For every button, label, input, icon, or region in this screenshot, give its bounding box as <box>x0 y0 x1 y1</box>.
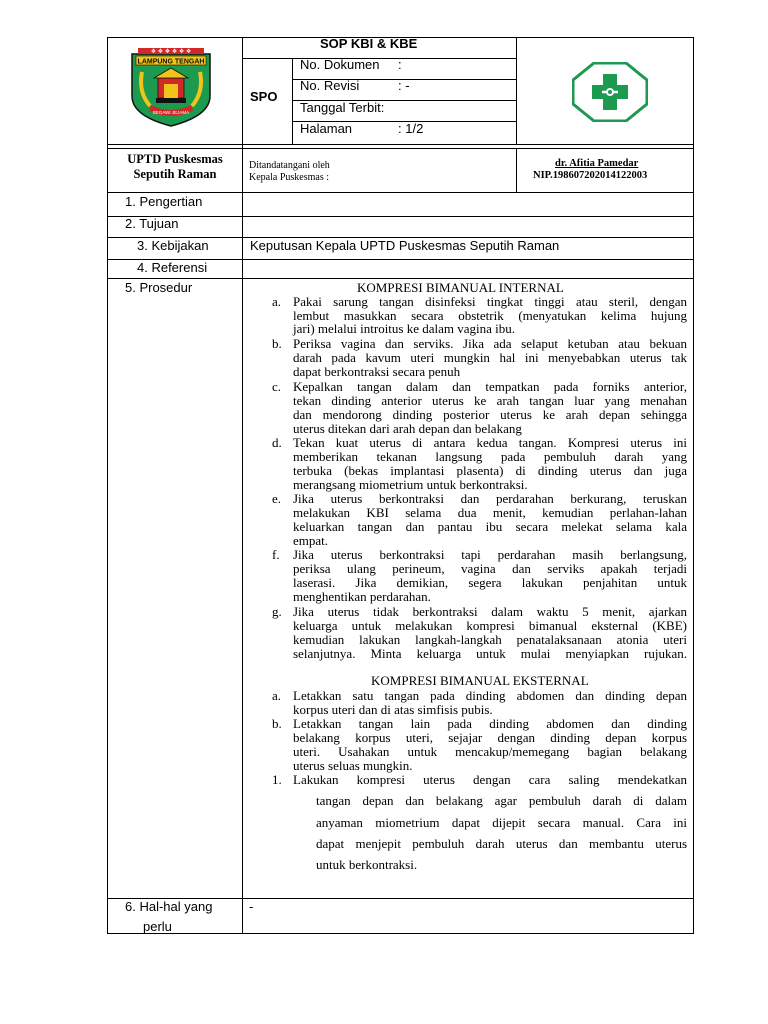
doc-info-value: : <box>398 57 402 72</box>
spo-label: SPO <box>250 89 278 104</box>
doc-info-value: : 1/2 <box>398 121 424 136</box>
list-line: uterus seluas mungkin. <box>293 758 413 773</box>
list-line: empat. <box>293 533 329 548</box>
list-line: terbuka (bekas implantasi plasenta) di dinding uterus dan juga <box>293 463 687 478</box>
list-line: tekan dinding anterior uterus ke arah tangan luar yang menahan <box>293 393 687 408</box>
list-marker: f. <box>272 547 280 562</box>
list-line: laserasi. Jika demikian, segera lakukan penjahitan untuk <box>293 575 687 590</box>
section-label-kebijakan: 3. Kebijakan <box>137 238 209 253</box>
kebijakan-value: Keputusan Kepala UPTD Puskesmas Seputih Raman <box>250 238 560 253</box>
head-name: dr. Afitia Pamedar <box>555 158 639 169</box>
list-line: darah pada kavum uteri mungkin hal ini menyebabkan uterus tak <box>293 350 687 365</box>
list-line: uterus ditekan dari arah depan dan belakang <box>293 421 522 436</box>
list-line: Letakkan tangan lain pada dinding abdomen dan dinding <box>293 716 687 731</box>
header-bottom-rule <box>107 144 694 145</box>
list-line: anyaman miometrium dapat dijepit secara manual. Cara ini <box>316 815 687 830</box>
section-label-tujuan: 2. Tujuan <box>125 216 179 231</box>
list-line: Jika uterus berkontraksi tapi perdarahan masih berlangsung, <box>293 547 687 562</box>
list-line: Lakukan kompresi uterus dengan cara saling mendekatkan <box>293 772 687 787</box>
org-name-line2: Seputih Raman <box>133 167 217 181</box>
doc-info-label: No. Revisi <box>300 78 360 93</box>
list-line: Kepalkan tangan dalam dan tempatkan pada forniks anterior, <box>293 379 687 394</box>
section-rule <box>107 216 694 217</box>
list-marker: d. <box>272 435 282 450</box>
list-line: Jika uterus tidak berkontraksi dalam waktu 5 menit, ajarkan <box>293 604 687 619</box>
list-line: keluarkan tangan dan pantau ibu secara melekat selama kala <box>293 519 687 534</box>
svg-text:❖ ❖ ❖ ❖ ❖ ❖: ❖ ❖ ❖ ❖ ❖ ❖ <box>150 49 192 55</box>
org-name-line1: UPTD Puskesmas <box>127 152 223 166</box>
doc-info-label: Halaman <box>300 121 353 136</box>
list-marker: c. <box>272 379 282 394</box>
section-label-pengertian: 1. Pengertian <box>125 194 203 209</box>
signed-by-line2: Kepala Puskesmas : <box>249 172 329 183</box>
list-marker: b. <box>272 716 282 731</box>
section-label-hal: 6. Hal-hal yang <box>125 899 213 914</box>
header-divider-right <box>516 37 517 144</box>
head-nip: NIP.198607202014122003 <box>533 170 648 181</box>
section-label-hal-line2: perlu <box>143 919 172 934</box>
list-line: uteri. Usahakan untuk mencakup/memegang bagian belakang <box>293 744 687 759</box>
doc-info-value: : - <box>398 78 410 93</box>
puskesmas-logo <box>572 62 648 122</box>
org-top-rule <box>107 148 694 149</box>
list-line: dapat menjepit pembuluh darah uterus dan membantu uterus <box>316 836 687 851</box>
section-label-prosedur: 5. Prosedur <box>125 280 193 295</box>
emblem-motto: BEGAWI JEJAMA <box>152 110 190 115</box>
list-marker: a. <box>272 294 282 309</box>
list-line: untuk berkontraksi. <box>316 857 418 872</box>
org-divider <box>516 148 517 192</box>
list-marker: 1. <box>272 772 282 787</box>
list-line: jari) melalui introitus ke dalam vagina ibu. <box>293 321 516 336</box>
list-line: melakukan KBI selama dua menit, kemudian perlahan-lahan <box>293 505 687 520</box>
section-label-referensi: 4. Referensi <box>137 260 208 275</box>
column-divider <box>242 37 243 934</box>
list-line: Tekan kuat uterus di antara kedua tangan. Kompresi uterus ini <box>293 435 687 450</box>
list-line: lembut masukkan secara obstetrik (menyatukan kelima hujung <box>293 308 687 323</box>
list-line: dan mendorong dinding posterior uterus ke arah depan sehingga <box>293 407 687 422</box>
doc-info-label: No. Dokumen <box>300 57 380 72</box>
internal-heading: KOMPRESI BIMANUAL INTERNAL <box>357 280 564 295</box>
list-line: menghentikan perdarahan. <box>293 589 431 604</box>
list-line: memberikan tekanan langsung pada pembuluh darah yang <box>293 449 687 464</box>
list-line: merangsang miometrium untuk berkontraksi. <box>293 477 528 492</box>
list-line: periksa ulang perineum, vagina dan serviks apakah terjadi <box>293 561 687 576</box>
list-line: kemudian lakukan langkah-langkah penatalaksanaan atonia uteri <box>293 632 687 647</box>
emblem-ribbon-text: LAMPUNG TENGAH <box>137 58 205 66</box>
list-line: korpus uteri dan di atas simfisis pubis. <box>293 702 493 717</box>
org-bottom-rule <box>107 192 694 193</box>
section-rule <box>107 278 694 279</box>
list-marker: a. <box>272 688 282 703</box>
list-line: belakang korpus uteri, sejajar dengan dinding depan korpus <box>293 730 687 745</box>
list-line: tangan depan dan belakang agar pembuluh darah di dalam <box>316 793 687 808</box>
eksternal-heading: KOMPRESI BIMANUAL EKSTERNAL <box>371 673 589 688</box>
list-line: keluarga untuk melakukan kompresi bimanual eksternal (KBE) <box>293 618 687 633</box>
list-marker: e. <box>272 491 282 506</box>
list-line: Pakai sarung tangan disinfeksi tingkat tinggi atau steril, dengan <box>293 294 687 309</box>
list-line: Jika uterus berkontraksi dan perdarahan berkurang, teruskan <box>293 491 687 506</box>
hal-value: - <box>249 899 254 914</box>
document-title: SOP KBI & KBE <box>320 36 418 51</box>
doc-info-label: Tanggal Terbit: <box>300 100 385 115</box>
lampung-tengah-emblem <box>128 46 214 128</box>
signed-by-line1: Ditandatangani oleh <box>249 160 330 171</box>
list-line: dapat berkontraksi secara penuh <box>293 364 461 379</box>
list-line: Periksa vagina dan serviks. Jika ada selaput ketuban atau bekuan <box>293 336 687 351</box>
list-line: Letakkan satu tangan pada dinding abdomen dan dinding depan <box>293 688 687 703</box>
header-divider-spo <box>292 58 293 144</box>
list-marker: g. <box>272 604 282 619</box>
list-marker: b. <box>272 336 282 351</box>
list-line: selanjutnya. Minta keluarga untuk mulai menyiapkan rujukan. <box>293 646 687 661</box>
